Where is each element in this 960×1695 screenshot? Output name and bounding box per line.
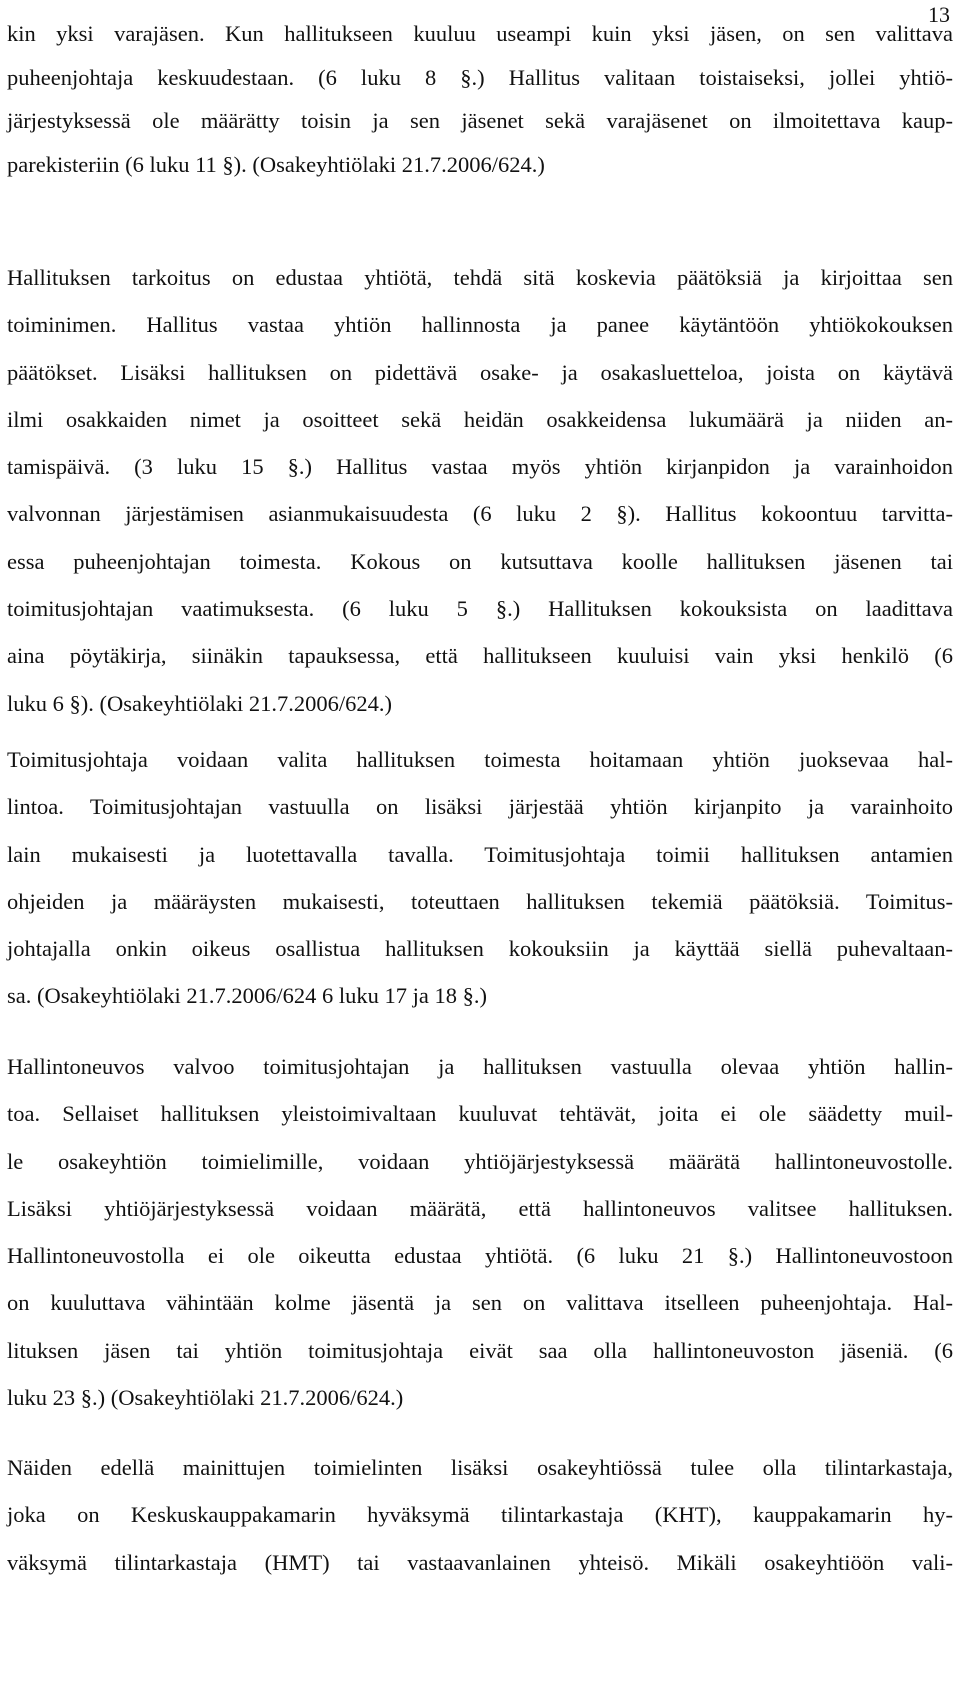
paragraph-2	[7, 254, 953, 727]
text-line: luku 23 §.) (Osakeyhtiölaki 21.7.2006/624.)	[7, 1385, 404, 1411]
text-line: kin yksi varajäsen. Kun hallitukseen kuuluu useampi kuin yksi jäsen, on sen valittava	[7, 21, 953, 46]
text-line: on kuuluttava vähintään kolme jäsentä ja sen on valittava itselleen puheenjohtaja. Hal-	[7, 1290, 953, 1316]
paragraph-5	[7, 1444, 953, 1586]
text-line: Hallintoneuvostolla ei ole oikeutta edustaa yhtiötä. (6 luku 21 §.) Hallintoneuvostoon	[7, 1243, 953, 1269]
text-line: le osakeyhtiön toimielimille, voidaan yhtiöjärjestyksessä määrätä hallintoneuvostolle.	[7, 1148, 953, 1174]
paragraph-4	[7, 1043, 953, 1421]
text-line: Lisäksi yhtiöjärjestyksessä voidaan määrätä, että hallintoneuvos valitsee hallituksen.	[7, 1195, 953, 1221]
paragraph-1	[7, 12, 953, 186]
text-line: sa. (Osakeyhtiölaki 21.7.2006/624 6 luku 17 ja 18 §.)	[7, 983, 487, 1009]
page-number: 13	[928, 2, 950, 27]
text-line: lituksen jäsen tai yhtiön toimitusjohtaja eivät saa olla hallintoneuvoston jäseniä. (6	[7, 1337, 953, 1363]
text-line: johtajalla onkin oikeus osallistua hallituksen kokouksiin ja käyttää siellä puhevaltaan-	[7, 936, 953, 962]
text-line: väksymä tilintarkastaja (HMT) tai vastaavanlainen yhteisö. Mikäli osakeyhtiöön vali-	[7, 1549, 953, 1575]
text-line: luku 6 §). (Osakeyhtiölaki 21.7.2006/624.)	[7, 690, 392, 716]
text-line: päätökset. Lisäksi hallituksen on pidettävä osake- ja osakasluetteloa, joista on käytävä	[7, 359, 953, 385]
text-line: toa. Sellaiset hallituksen yleistoimivaltaan kuuluvat tehtävät, joita ei ole säädetty muil-	[7, 1101, 953, 1127]
text-line: toiminimen. Hallitus vastaa yhtiön hallinnosta ja panee käytäntöön yhtiökokouksen	[7, 312, 953, 338]
text-line: Hallintoneuvos valvoo toimitusjohtajan ja hallituksen vastuulla olevaa yhtiön hallin-	[7, 1054, 953, 1079]
text-line: järjestyksessä ole määrätty toisin ja sen jäsenet sekä varajäsenet on ilmoitettava kaup-	[7, 108, 953, 133]
text-line: lintoa. Toimitusjohtajan vastuulla on lisäksi järjestää yhtiön kirjanpito ja varainhoito	[7, 794, 953, 820]
text-line: ohjeiden ja määräysten mukaisesti, toteuttaen hallituksen tekemiä päätöksiä. Toimitus-	[7, 888, 953, 914]
text-line: parekisteriin (6 luku 11 §). (Osakeyhtiölaki 21.7.2006/624.)	[7, 151, 545, 177]
paragraph-3	[7, 736, 953, 1020]
text-line: essa puheenjohtajan toimesta. Kokous on kutsuttava koolle hallituksen jäsenen tai	[7, 548, 953, 574]
text-line: joka on Keskuskauppakamarin hyväksymä tilintarkastaja (KHT), kauppakamarin hy-	[7, 1502, 953, 1528]
text-line: Näiden edellä mainittujen toimielinten lisäksi osakeyhtiössä tulee olla tilintarkastaja,	[7, 1455, 953, 1480]
text-line: aina pöytäkirja, siinäkin tapauksessa, että hallitukseen kuuluisi vain yksi henkilö (6	[7, 643, 953, 669]
text-line: valvonnan järjestämisen asianmukaisuudesta (6 luku 2 §). Hallitus kokoontuu tarvitta-	[7, 501, 953, 527]
text-line: ilmi osakkaiden nimet ja osoitteet sekä heidän osakkeidensa lukumäärä ja niiden an-	[7, 406, 953, 432]
text-line: Hallituksen tarkoitus on edustaa yhtiötä, tehdä sitä koskevia päätöksiä ja kirjoittaa sen	[7, 265, 953, 290]
text-line: tamispäivä. (3 luku 15 §.) Hallitus vastaa myös yhtiön kirjanpidon ja varainhoidon	[7, 454, 953, 480]
text-line: puheenjohtaja keskuudestaan. (6 luku 8 §.) Hallitus valitaan toistaiseksi, jollei yhtiö-	[7, 64, 953, 90]
text-line: Toimitusjohtaja voidaan valita hallituksen toimesta hoitamaan yhtiön juoksevaa hal-	[7, 747, 953, 772]
text-line: toimitusjohtajan vaatimuksesta. (6 luku 5 §.) Hallituksen kokouksista on laadittava	[7, 596, 953, 622]
text-line: lain mukaisesti ja luotettavalla tavalla. Toimitusjohtaja toimii hallituksen antamien	[7, 841, 953, 867]
